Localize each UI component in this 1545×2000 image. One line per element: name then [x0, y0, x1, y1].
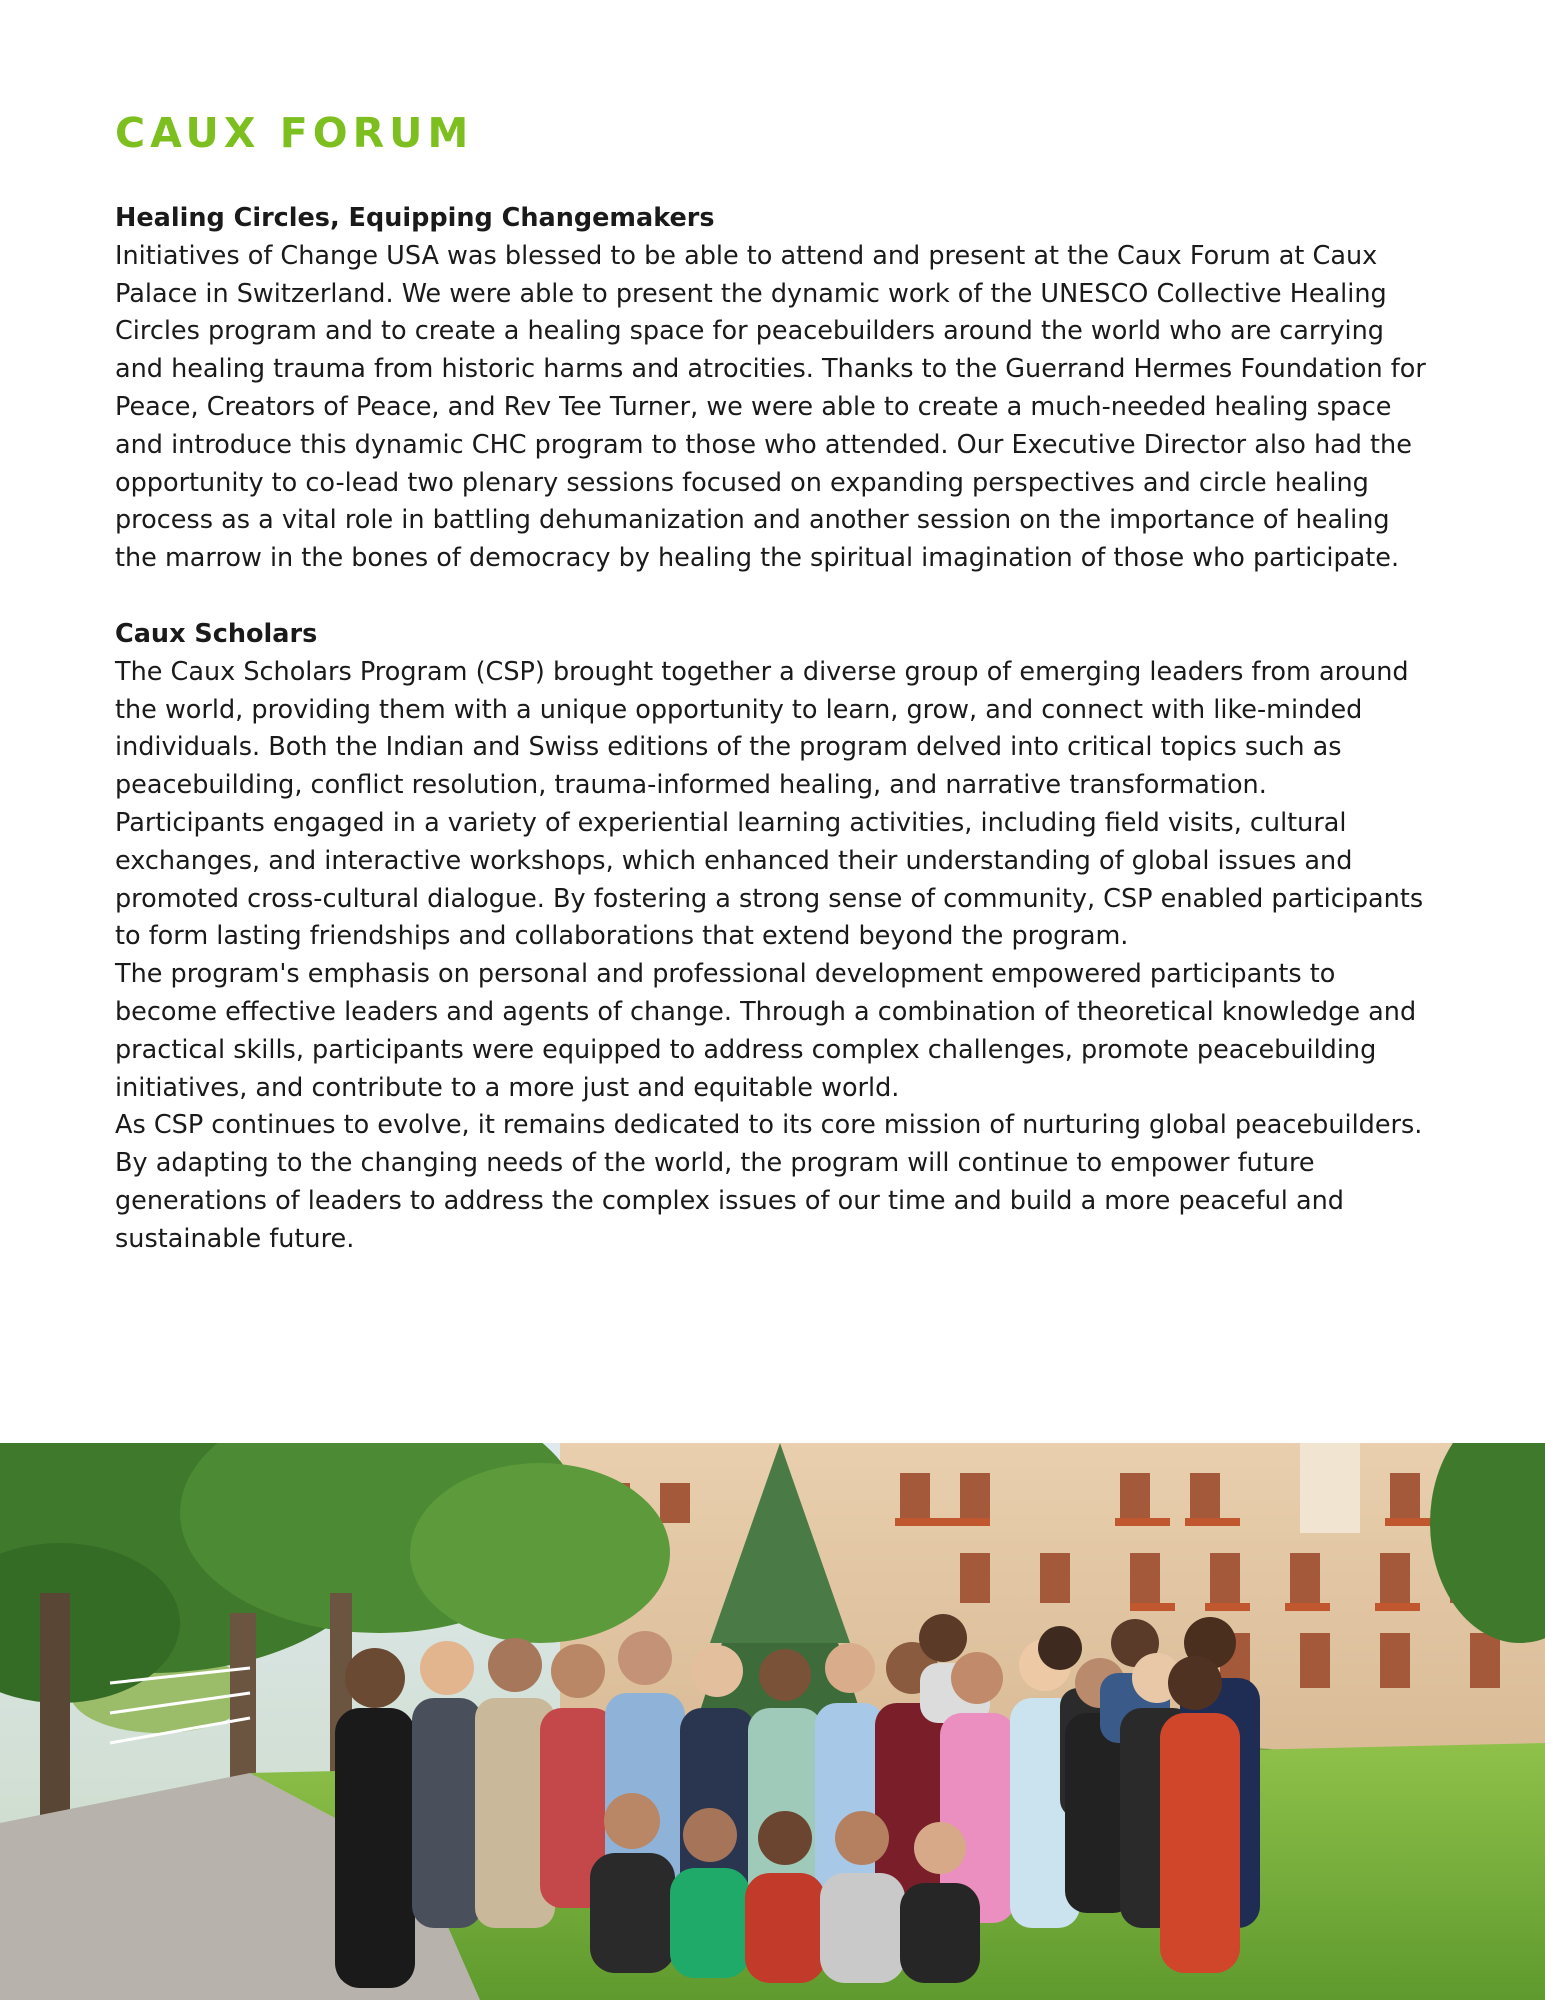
- page-title: CAUX FORUM: [115, 109, 474, 157]
- group-photo-illustration: [0, 1443, 1545, 2000]
- paragraph: The Caux Scholars Program (CSP) brought together a diverse group of emerging leaders from around the world, providing them with a unique opportunity to learn, grow, and connect with like-minded individuals. Both the Indian and Swiss editions of the program delved into critical topics such as peacebuilding, conflict resolution, trauma-informed healing, and narrative transformation.: [115, 656, 1409, 801]
- section-healing-circles: [115, 200, 1435, 578]
- paragraph: As CSP continues to evolve, it remains dedicated to its core mission of nurturing global peacebuilders. By adapting to the changing needs of the world, the program will continue to empower future generations of leaders to address the complex issues of our time and build a more peaceful and sustainable future.: [115, 1110, 1423, 1254]
- section-caux-scholars: [115, 616, 1435, 1259]
- section-heading: Caux Scholars: [115, 618, 318, 649]
- paragraph: Participants engaged in a variety of experiential learning activities, including field visits, cultural exchanges, and interactive workshops, which enhanced their understanding of global issues and promoted cross-cultural dialogue. By fostering a strong sense of community, CSP enabled participants to form lasting friendships and collaborations that extend beyond the program.: [115, 807, 1424, 952]
- section-heading: Healing Circles, Equipping Changemakers: [115, 203, 715, 233]
- paragraph: Initiatives of Change USA was blessed to be able to attend and present at the Caux Forum at Caux Palace in Switzerland. We were able to present the dynamic work of the UNESCO Collective Healing Circles program and to create a healing space for peacebuilders around the world who are carrying and healing trauma from historic harms and atrocities. Thanks to the Guerrand Hermes Foundation for Peace, Creators of Peace, and Rev Tee Turner, we were able to create a much-needed healing space and introduce this dynamic CHC program to those who attended. Our Executive Director also had the opportunity to co-lead two plenary sessions focused on expanding perspectives and circle healing process as a vital role in battling dehumanization and another session on the importance of healing the marrow in the bones of democracy by healing the spiritual imagination of those who participate.: [115, 240, 1426, 574]
- document-body: [115, 108, 1435, 1259]
- paragraph: The program's emphasis on personal and professional development empowered participants to become effective leaders and agents of change. Through a combination of theoretical knowledge and practical skills, participants were equipped to address complex challenges, promote peacebuilding initiatives, and contribute to a more just and equitable world.: [115, 959, 1417, 1103]
- group-photo: [0, 1443, 1545, 2000]
